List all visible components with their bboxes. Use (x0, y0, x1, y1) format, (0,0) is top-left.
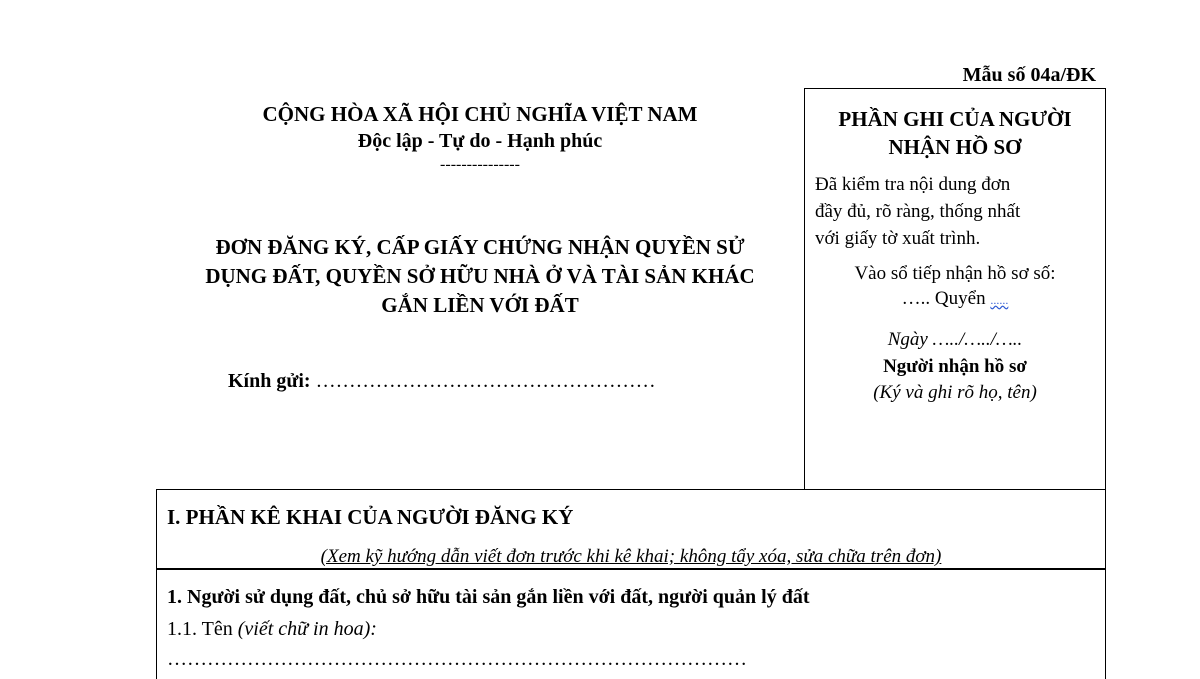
republic-name: CỘNG HÒA XÃ HỘI CHỦ NGHĨA VIỆT NAM (262, 102, 698, 126)
receiver-check-line-2: đầy đủ, rõ ràng, thống nhất (815, 201, 1021, 222)
receiver-book-text: ….. Quyển (901, 288, 986, 309)
section-one-header (157, 490, 1105, 570)
receiver-check-note (815, 171, 1095, 252)
item-one-name-label (167, 618, 377, 641)
form-title-line-3: GẮN LIỀN VỚI ĐẤT (381, 293, 579, 317)
form-title-line-1: ĐƠN ĐĂNG KÝ, CẤP GIẤY CHỨNG NHẬN QUYỀN SỬ (215, 235, 745, 259)
spellcheck-mark: ...... (990, 293, 1009, 307)
recipient-line (228, 370, 656, 393)
receiver-box-title (815, 105, 1095, 161)
national-header (170, 100, 790, 176)
motto-divider: --------------- (440, 156, 520, 173)
name-label: 1.1. Tên (167, 618, 233, 640)
receiver-role: Người nhận hồ sơ (883, 356, 1027, 377)
form-code: Mẫu số 04a/ĐK (962, 64, 1096, 86)
item-one-title: 1. Người sử dụng đất, chủ sở hữu tài sản gắn liền với đất, người quản lý đất (167, 586, 810, 608)
section-one-title: I. PHẦN KÊ KHAI CỦA NGƯỜI ĐĂNG KÝ (167, 505, 574, 529)
receiver-box (804, 88, 1106, 490)
receiver-title-line-1: PHẦN GHI CỦA NGƯỜI (838, 107, 1072, 131)
section-one (156, 489, 1106, 679)
receiver-title-line-2: NHẬN HỒ SƠ (888, 135, 1022, 159)
name-hint: (viết chữ in hoa): (237, 618, 377, 640)
receiver-sign-note: (Ký và ghi rõ họ, tên) (873, 382, 1037, 403)
name-field[interactable]: …………………………………………………………………………… (167, 648, 747, 670)
form-title-line-2: DỤNG ĐẤT, QUYỀN SỞ HỮU NHÀ Ở VÀ TÀI SẢN KHÁC (205, 264, 755, 288)
recipient-label: Kính gửi: (228, 370, 311, 392)
section-one-note (157, 546, 1105, 568)
receiver-check-line-1: Đã kiểm tra nội dung đơn (815, 174, 1011, 195)
national-motto: Độc lập - Tự do - Hạnh phúc (357, 130, 603, 152)
form-title (160, 233, 800, 320)
section-one-note-text: (Xem kỹ hướng dẫn viết đơn trước khi kê khai; không tẩy xóa, sửa chữa trên đơn) (320, 546, 942, 567)
receiver-book-line (815, 287, 1095, 312)
recipient-field[interactable]: …………………………………………… (315, 370, 656, 392)
receiver-date-line: Ngày …../…../….. (887, 329, 1023, 350)
receiver-check-line-3: với giấy tờ xuất trình. (815, 228, 981, 249)
receiver-register-line: Vào sổ tiếp nhận hồ sơ số: (854, 263, 1056, 284)
